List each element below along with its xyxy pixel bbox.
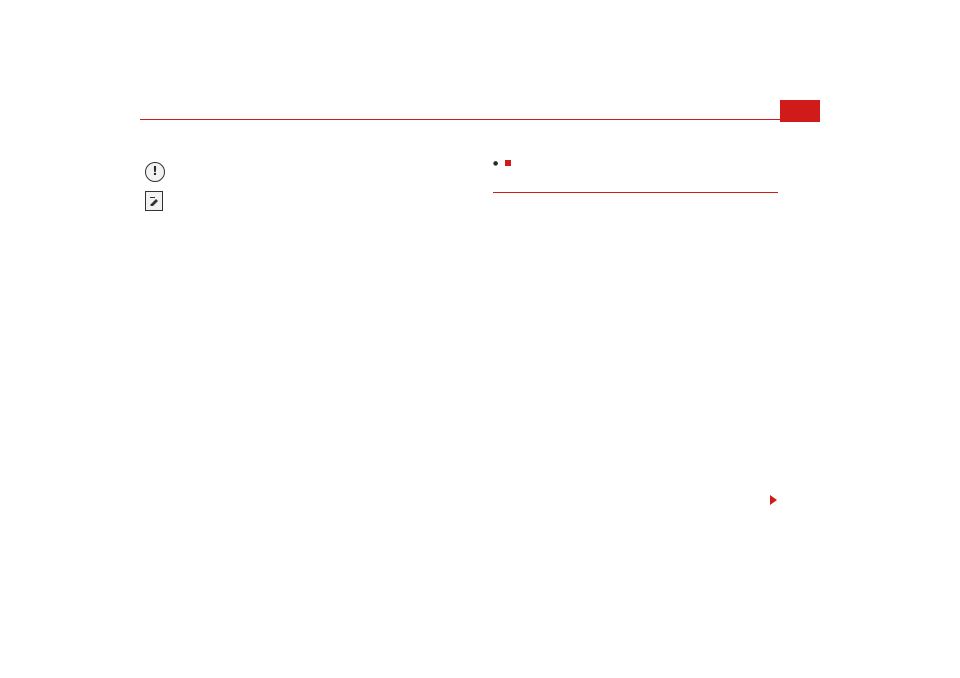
header-rule bbox=[140, 119, 820, 120]
footer-nav bbox=[140, 555, 820, 579]
end-mark bbox=[505, 160, 511, 166]
caution-icon: ! bbox=[145, 162, 165, 182]
section-rule bbox=[493, 192, 778, 193]
page-header bbox=[140, 103, 820, 119]
next-page-arrow-icon[interactable] bbox=[770, 495, 777, 505]
bullet-immobilized bbox=[493, 158, 823, 170]
left-column bbox=[145, 153, 475, 215]
note-icon bbox=[145, 191, 163, 211]
note-header bbox=[145, 191, 475, 211]
right-column bbox=[493, 153, 823, 201]
caution-header bbox=[145, 162, 475, 182]
